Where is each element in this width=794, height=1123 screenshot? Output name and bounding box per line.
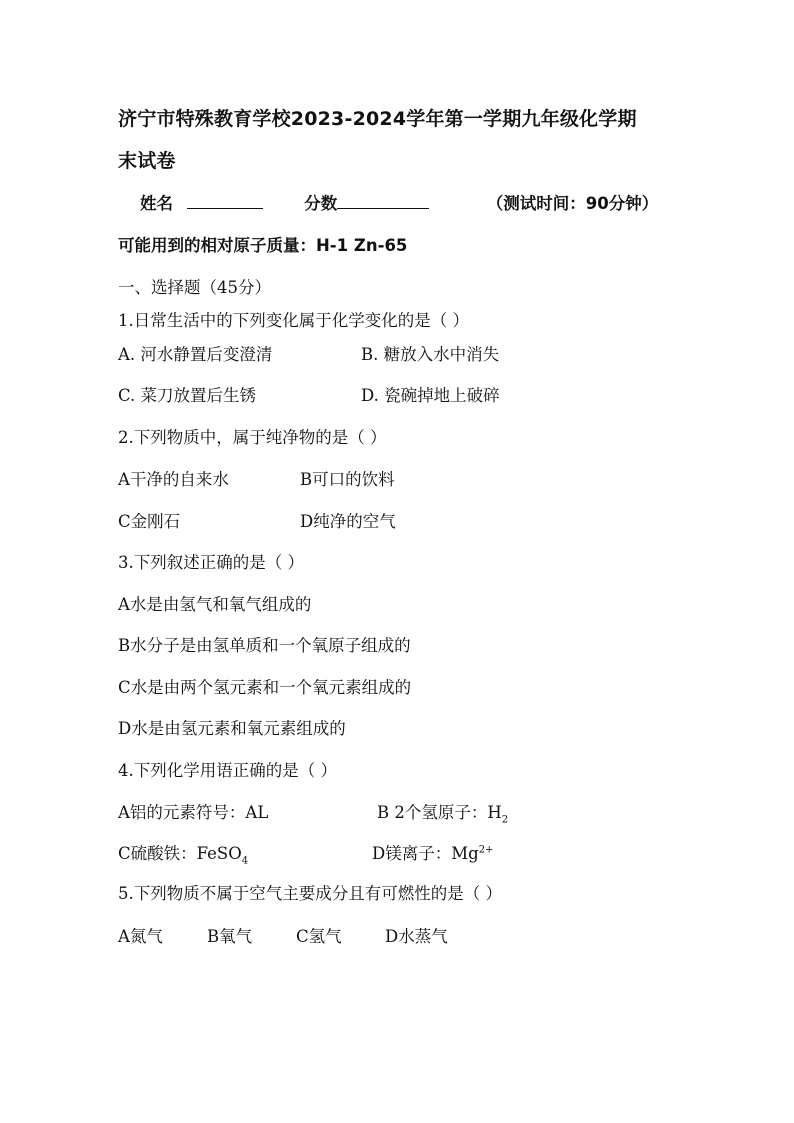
q4-option-c-subscript: 4 bbox=[241, 855, 249, 867]
q5-option-a[interactable]: A氮气 bbox=[118, 927, 163, 946]
q3-option-b[interactable]: B水分子是由氢单质和一个氧原子组成的 bbox=[118, 636, 411, 655]
q1-option-d[interactable]: D. 瓷碗掉地上破碎 bbox=[361, 386, 500, 405]
q4-option-b-text: B 2个氢原子：H bbox=[377, 803, 502, 822]
q1-option-b[interactable]: B. 糖放入水中消失 bbox=[361, 345, 500, 364]
question-1-stem: 1.日常生活中的下列变化属于化学变化的是（ ） bbox=[118, 311, 469, 330]
q2-option-d[interactable]: D纯净的空气 bbox=[300, 512, 396, 531]
q5-option-d[interactable]: D水蒸气 bbox=[385, 927, 448, 946]
q4-option-a[interactable] bbox=[118, 799, 268, 823]
question-3-stem: 3.下列叙述正确的是（ ） bbox=[118, 553, 304, 572]
q5-option-c[interactable]: C氢气 bbox=[296, 927, 342, 946]
q1-option-c[interactable]: C. 菜刀放置后生锈 bbox=[118, 386, 257, 405]
q1-option-a[interactable]: A. 河水静置后变澄清 bbox=[118, 345, 273, 364]
q3-option-a[interactable]: A水是由氢气和氧气组成的 bbox=[118, 595, 312, 614]
section-heading: 一、选择题（45分） bbox=[118, 278, 271, 297]
q2-option-c[interactable]: C金刚石 bbox=[118, 512, 181, 531]
q3-option-c[interactable]: C水是由两个氢元素和一个氧元素组成的 bbox=[118, 678, 412, 697]
score-blank[interactable] bbox=[337, 194, 429, 209]
atomic-mass-note: 可能用到的相对原子质量：H-1 Zn-65 bbox=[118, 236, 408, 255]
question-2-stem: 2.下列物质中，属于纯净物的是（ ） bbox=[118, 428, 387, 447]
name-blank[interactable] bbox=[187, 194, 263, 209]
q4-option-a-text: A铝的元素符号：AL bbox=[118, 803, 269, 822]
q4-option-b-subscript: 2 bbox=[501, 814, 509, 826]
q5-option-b[interactable]: B氧气 bbox=[207, 927, 253, 946]
q2-option-a[interactable]: A干净的自来水 bbox=[118, 470, 229, 489]
q4-option-d[interactable] bbox=[372, 840, 493, 864]
q4-option-c[interactable] bbox=[118, 840, 248, 866]
name-label: 姓名 bbox=[140, 194, 173, 213]
exam-title-line1: 济宁市特殊教育学校2023-2024学年第一学期九年级化学期 bbox=[118, 108, 637, 130]
q4-option-b[interactable] bbox=[377, 799, 508, 825]
question-5-stem: 5.下列物质不属于空气主要成分且有可燃性的是（ ） bbox=[118, 884, 502, 903]
question-4-stem: 4.下列化学用语正确的是（ ） bbox=[118, 761, 337, 780]
exam-title-line2: 末试卷 bbox=[118, 150, 176, 172]
student-info-row bbox=[140, 190, 658, 214]
q3-option-d[interactable]: D水是由氢元素和氧元素组成的 bbox=[118, 719, 346, 738]
q4-option-d-text: D镁离子：Mg bbox=[372, 844, 479, 863]
time-note: （测试时间：90分钟） bbox=[486, 194, 659, 213]
score-label: 分数 bbox=[304, 194, 338, 213]
q4-option-c-text: C硫酸铁：FeSO bbox=[118, 844, 242, 863]
q4-option-d-superscript: 2+ bbox=[478, 844, 494, 856]
q2-option-b[interactable]: B可口的饮料 bbox=[300, 470, 395, 489]
